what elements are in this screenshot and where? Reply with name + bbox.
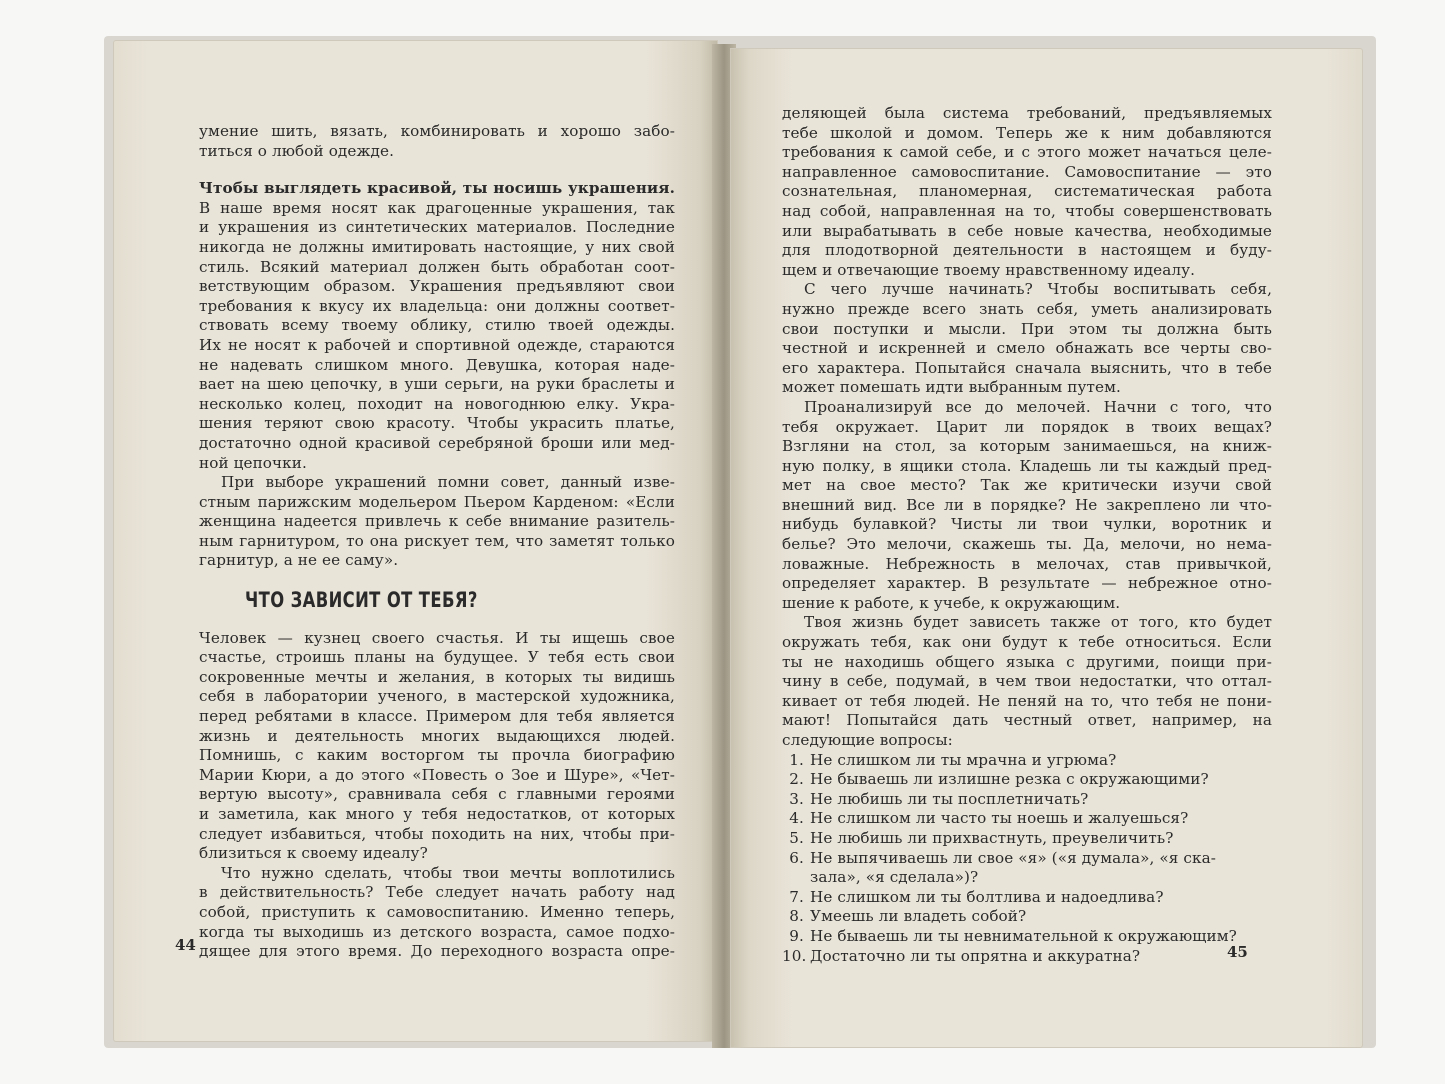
text-line: или вырабатывать в себе новые качества, необходимые	[782, 221, 1272, 240]
list-text: Достаточно ли ты опрятна и аккуратна?	[810, 946, 1141, 965]
list-text: Не выпячиваешь ли свое «я» («я думала», «я ска-	[810, 848, 1216, 867]
right-page	[730, 48, 1363, 1048]
list-text: Не бываешь ли излишне резка с окружающими?	[810, 770, 1209, 789]
text-line: ветствующим образом. Украшения предъявляют свои	[199, 277, 675, 296]
text-line: собой, приступить к самовоспитанию. Именно теперь,	[199, 902, 675, 921]
text-line: свои поступки и мысли. При этом ты должна быть	[782, 319, 1272, 338]
list-item	[782, 790, 1272, 810]
list-item	[782, 927, 1272, 947]
text-line: определяет характер. В результате — небрежное отно-	[782, 574, 1272, 593]
text-line: счастье, строишь планы на будущее. У тебя есть свои	[199, 648, 675, 667]
list-number: 4.	[789, 809, 804, 828]
text-line: себя в лаборатории ученого, в мастерской художника,	[199, 687, 675, 706]
text-line: следующие вопросы:	[782, 731, 953, 749]
left-para-1	[199, 122, 675, 161]
text-line: жизнь и деятельность многих выдающихся людей.	[199, 726, 675, 745]
page-number: 44	[175, 936, 196, 954]
list-number: 2.	[789, 770, 804, 789]
left-para-2	[199, 179, 675, 473]
text-line: следует избавиться, чтобы походить на них, чтобы при-	[199, 824, 675, 843]
text-line: ствовать всему твоему облику, стилю твоей одежды.	[199, 316, 675, 335]
text-line: для плодотворной деятельности в настоящем и буду-	[782, 241, 1272, 260]
text-line: В наше время носят как драгоценные украшения, так	[199, 198, 675, 217]
text-line: стным парижским модельером Пьером Карденом: «Если	[199, 492, 675, 511]
list-number: 1.	[789, 750, 804, 769]
text-line: над собой, направленная на то, чтобы совершенствовать	[782, 201, 1272, 220]
text-line: требования к самой себе, и с этого может начаться целе-	[782, 143, 1272, 162]
list-number: 7.	[789, 887, 804, 906]
list-item	[782, 751, 1272, 771]
text-line: стиль. Всякий материал должен быть обработан соот-	[199, 257, 675, 276]
text-line: белье? Это мелочи, скажешь ты. Да, мелочи, но нема-	[782, 535, 1272, 554]
list-text: Умеешь ли владеть собой?	[810, 907, 1027, 926]
text-line: окружать тебя, как они будут к тебе относиться. Если	[782, 633, 1272, 652]
left-para-3	[199, 473, 675, 571]
text-line: когда ты выходишь из детского возраста, самое подхо-	[199, 922, 675, 941]
text-line: близиться к своему идеалу?	[199, 844, 428, 863]
list-item-continuation	[782, 868, 1272, 888]
text-line: направленное самовоспитание. Самовоспитание — это	[782, 162, 1272, 181]
text-line: мают! Попытайся дать честный ответ, например, на	[782, 711, 1272, 730]
list-item	[782, 888, 1272, 908]
text-line: Марии Кюри, а до этого «Повесть о Зое и Шуре», «Чет-	[199, 765, 675, 784]
text-line: Что нужно сделать, чтобы твои мечты воплотились	[221, 863, 675, 882]
text-line: в действительность? Тебе следует начать работу над	[199, 883, 675, 902]
text-line: С чего лучше начинать? Чтобы воспитывать себя,	[804, 280, 1272, 299]
text-line: внешний вид. Все ли в порядке? Не закреплено ли что-	[782, 495, 1272, 514]
text-line: дящее для этого время. До переходного возраста опре-	[199, 942, 675, 961]
text-line: титься о любой одежде.	[199, 141, 395, 160]
text-line: требования к вкусу их владельца: они должны соответ-	[199, 296, 675, 315]
list-number: 5.	[789, 828, 804, 847]
list-item	[782, 907, 1272, 927]
text-line: ловажные. Небрежность в мелочах, став привычкой,	[782, 554, 1272, 573]
left-para-4	[199, 629, 675, 864]
text-line: женщина надеется привлечь к себе внимание разитель-	[199, 512, 675, 531]
text-line: умение шить, вязать, комбинировать и хорошо забо-	[199, 122, 675, 140]
list-number: 10.	[782, 946, 807, 965]
list-item	[782, 829, 1272, 849]
text-line: шения теряют свою красоту. Чтобы украсить платье,	[199, 414, 675, 433]
text-line: честной и искренней и смело обнажать все черты сво-	[782, 339, 1272, 358]
text-line: чину в себе, подумай, в чем твои недостатки, что оттал-	[782, 672, 1272, 691]
text-line: не надевать слишком много. Девушка, которая наде-	[199, 355, 675, 374]
text-line: Взгляни на стол, за которым занимаешься, на книж-	[782, 437, 1272, 456]
text-line: гарнитур, а не ее саму».	[199, 551, 399, 570]
text-line: щем и отвечающие твоему нравственному идеалу.	[782, 260, 1196, 279]
text-line: вертую высоту», сравнивала себя с главными героями	[199, 785, 675, 804]
text-line: достаточно одной красивой серебряной броши или мед-	[199, 433, 675, 452]
list-text: Не слишком ли ты мрачна и угрюма?	[810, 750, 1117, 769]
list-text: Не любишь ли прихвастнуть, преувеличить?	[810, 828, 1174, 847]
text-line: Твоя жизнь будет зависеть также от того, кто будет	[804, 613, 1272, 632]
text-line: вает на шею цепочку, в уши серьги, на руки браслеты и	[199, 375, 675, 394]
left-para-5	[199, 864, 675, 962]
list-text: Не бываешь ли ты невнимательной к окружающим?	[810, 926, 1237, 945]
text-line: и заметила, как много у тебя недостатков, от которых	[199, 805, 675, 823]
section-heading: ЧТО ЗАВИСИТ ОТ ТЕБЯ?	[245, 588, 478, 613]
text-line: перед ребятами в классе. Примером для тебя является	[199, 707, 675, 726]
list-item	[782, 770, 1272, 790]
text-line: сознательная, планомерная, систематическая работа	[782, 182, 1272, 201]
list-item	[782, 849, 1272, 869]
text-line: ным гарнитуром, то она рискует тем, что заметят только	[199, 531, 675, 550]
text-line: мет на свое место? Так же критически изучи свой	[782, 476, 1272, 495]
list-number: 9.	[789, 926, 804, 945]
list-item	[782, 809, 1272, 829]
list-number: 6.	[789, 848, 804, 867]
text-line: может помешать идти выбранным путем.	[782, 378, 1121, 397]
text-line: несколько колец, походит на новогоднюю елку. Укра-	[199, 394, 675, 413]
right-para-2	[782, 280, 1272, 398]
text-line: нибудь булавкой? Чисты ли твои чулки, воротник и	[782, 515, 1272, 534]
text-line: тебе школой и домом. Теперь же к ним добавляются	[782, 123, 1272, 142]
list-text: зала», «я сделала»)?	[810, 868, 979, 887]
text-line: Человек — кузнец своего счастья. И ты ищешь свое	[199, 628, 675, 647]
text-line: никогда не должны имитировать настоящие, у них свой	[199, 237, 675, 256]
bold-lead-line: Чтобы выглядеть красивой, ты носишь украшения.	[199, 179, 675, 198]
list-number: 8.	[789, 907, 804, 926]
text-line: тебя окружает. Царит ли порядок в твоих вещах?	[782, 417, 1272, 436]
list-text: Не любишь ли ты посплетничать?	[810, 789, 1089, 808]
text-line: его характера. Попытайся сначала выяснить, что в тебе	[782, 358, 1272, 377]
text-line: ную полку, в ящики стола. Кладешь ли ты каждый пред-	[782, 456, 1272, 475]
text-line: деляющей была система требований, предъявляемых	[782, 104, 1272, 122]
list-item	[782, 947, 1272, 967]
list-text: Не слишком ли ты болтлива и надоедлива?	[810, 887, 1164, 906]
text-line: ты не находишь общего языка с другими, поищи при-	[782, 652, 1272, 671]
page-number: 45	[1227, 943, 1248, 961]
text-line: ной цепочки.	[199, 453, 307, 472]
list-text: Не слишком ли часто ты ноешь и жалуешься?	[810, 809, 1189, 828]
text-line: Проанализируй все до мелочей. Начни с того, что	[804, 397, 1272, 416]
right-para-1	[782, 104, 1272, 280]
right-para-3	[782, 398, 1272, 614]
left-page	[113, 40, 718, 1042]
text-line: При выборе украшений помни совет, данный изве-	[221, 473, 675, 492]
text-line: Помнишь, с каким восторгом ты прочла биографию	[199, 746, 675, 765]
left-page-text	[199, 122, 675, 962]
questions-list	[782, 751, 1272, 967]
text-line: и украшения из синтетических материалов. Последние	[199, 218, 675, 237]
right-para-4	[782, 613, 1272, 750]
text-line: шение к работе, к учебе, к окружающим.	[782, 593, 1121, 612]
text-line: кивает от тебя людей. Не пеняй на то, что тебя не пони-	[782, 691, 1272, 710]
text-line: сокровенные мечты и желания, в которых ты видишь	[199, 667, 675, 686]
text-line: нужно прежде всего знать себя, уметь анализировать	[782, 299, 1272, 318]
right-page-text	[782, 104, 1272, 966]
list-number: 3.	[789, 789, 804, 808]
text-line: Их не носят к рабочей и спортивной одежде, стараются	[199, 335, 675, 354]
